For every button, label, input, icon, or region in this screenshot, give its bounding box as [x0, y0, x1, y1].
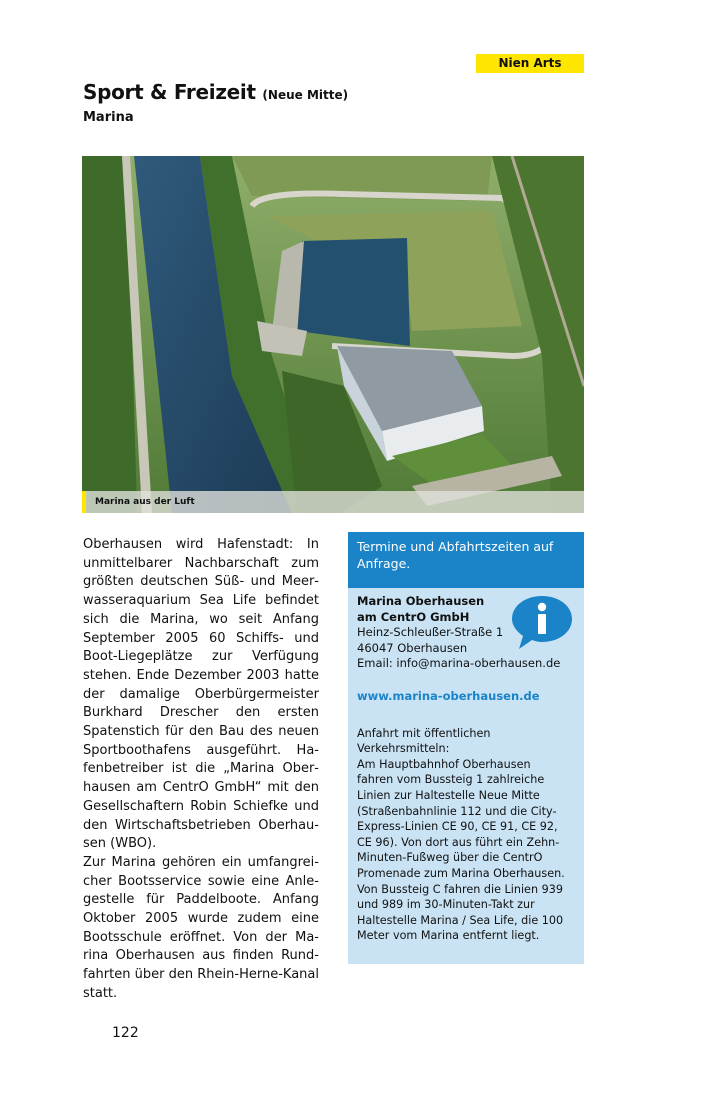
transit-line: (Straßenbahnlinie 112 und die City- [357, 804, 557, 818]
transit-line: Promenade zum Marina Oberhausen. [357, 866, 565, 880]
transit-line: Von Bussteig C fahren die Linien 939 [357, 882, 563, 896]
transit-line: Anfahrt mit öffentlichen [357, 726, 491, 740]
contact-city: 46047 Oberhausen [357, 640, 468, 655]
transit-line: Meter vom Marina entfernt liegt. [357, 929, 540, 943]
transit-line: Linien zur Haltestelle Neue Mitte [357, 788, 540, 802]
article-body [83, 536, 319, 1004]
transit-line: Haltestelle Marina / Sea Life, die 100 [357, 913, 564, 927]
transit-line: Minuten-Fußweg über die CentrO [357, 851, 543, 865]
aerial-photo-illustration [82, 156, 584, 513]
info-panel [348, 532, 584, 964]
contact-street: Heinz-Schleußer-Straße 1 [357, 625, 504, 640]
contact-email: Email: info@marina-oberhausen.de [357, 656, 561, 671]
website-link[interactable]: www.marina-oberhausen.de [357, 688, 540, 703]
info-panel-header: Termine und Abfahrtszeiten auf Anfrage. [348, 532, 584, 588]
transit-line: CE 96). Von dort aus führt ein Zehn- [357, 835, 560, 849]
transit-line: fahren vom Bussteig 1 zahlreiche [357, 773, 545, 787]
title-text: Sport & Freizeit [83, 80, 256, 104]
title-suffix: (Neue Mitte) [262, 88, 349, 102]
page-number: 122 [112, 1025, 139, 1041]
contact-name: Marina Oberhausen [357, 594, 485, 608]
photo-caption: Marina aus der Luft [82, 491, 584, 513]
info-panel-body [348, 588, 584, 944]
transit-info [357, 726, 576, 944]
page-title [83, 80, 348, 104]
transit-line: Am Hauptbahnhof Oberhausen [357, 757, 531, 771]
transit-line: und 989 im 30-Minuten-Takt zur [357, 898, 535, 912]
page-subtitle: Marina [83, 110, 134, 125]
aerial-photo [82, 156, 584, 513]
info-icon [511, 594, 573, 650]
category-tag: Nien Arts [476, 54, 584, 73]
article-paragraph: Zur Marina gehören ein umfangreicher Bootsservice sowie eine Anlegestelle für Paddelboote. Anfang Oktober 2005 wurde zudem eine Bootsschule eröffnet. Von der Marina Oberhausen aus finden Rundfahrten über den Rhein-Herne-Kanal statt. [83, 854, 319, 1001]
transit-line: Verkehrsmitteln: [357, 742, 450, 756]
contact-block [357, 594, 576, 672]
article-paragraph: Oberhausen wird Hafenstadt: In unmittelbarer Nachbarschaft zum größten deutschen Süß- und Meerwasseraquarium Sea Life befindet sich die Marina, wo seit Anfang September 2005 60 Schiffs- und Boot-Liegeplätze zur Verfügung stehen. Ende Dezember 2003 hatte der damalige Oberbürgermeister Burkhard Drescher den ersten Spatenstich für den Bau des neuen Sportboothafens ausgeführt. Hafenbetreiber ist die „Marina Oberhausen am CentrO GmbH“ mit den Gesellschaftern Robin Schiefke und den Wirtschaftsbetrieben Oberhausen (WBO). [83, 537, 319, 852]
transit-line: Express-Linien CE 90, CE 91, CE 92, [357, 820, 558, 834]
contact-name-line2: am CentrO GmbH [357, 609, 470, 624]
